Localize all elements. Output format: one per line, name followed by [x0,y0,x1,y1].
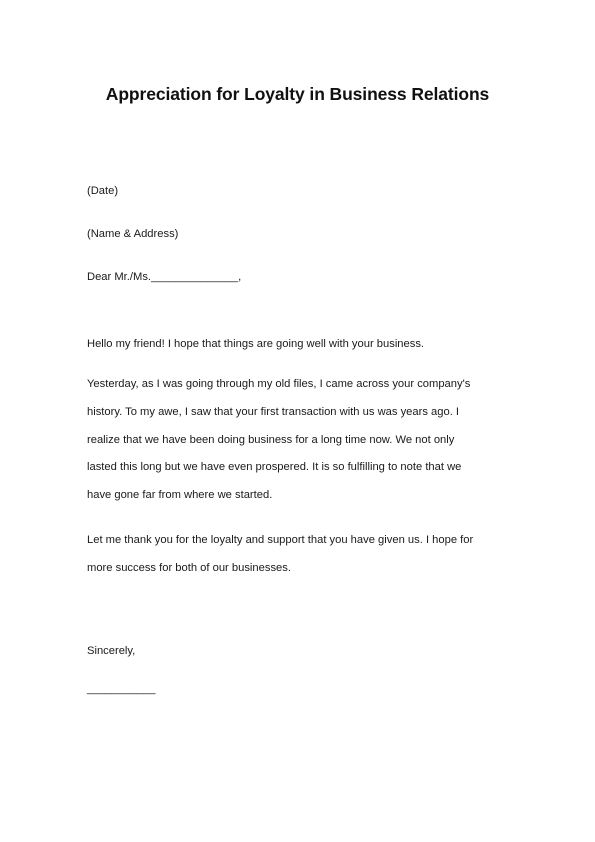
paragraph-line: lasted this long but we have even prospered. It is so fulfilling to note that we [87,461,462,474]
page-title: Appreciation for Loyalty in Business Relations [105,84,490,104]
paragraph-line: have gone far from where we started. [87,489,273,502]
paragraph-line: realize that we have been doing business for a long time now. We not only [87,433,455,446]
signature-line: ___________ [87,683,156,695]
salutation: Dear Mr./Ms.______________, [87,271,242,283]
paragraph-line: Let me thank you for the loyalty and support that you have given us. I hope for [87,534,474,546]
name-address-placeholder: (Name & Address) [87,228,179,240]
paragraph-history [87,371,507,510]
date-placeholder: (Date) [87,185,119,197]
paragraph-line: history. To my awe, I saw that your first transaction with us was years ago. I [87,405,460,418]
paragraph-greeting: Hello my friend! I hope that things are going well with your business. [87,338,425,350]
paragraph-line: Yesterday, as I was going through my old files, I came across your company's [87,378,471,390]
paragraph-line: more success for both of our businesses. [87,561,291,574]
closing: Sincerely, [87,645,136,657]
paragraph-thanks [87,527,507,583]
